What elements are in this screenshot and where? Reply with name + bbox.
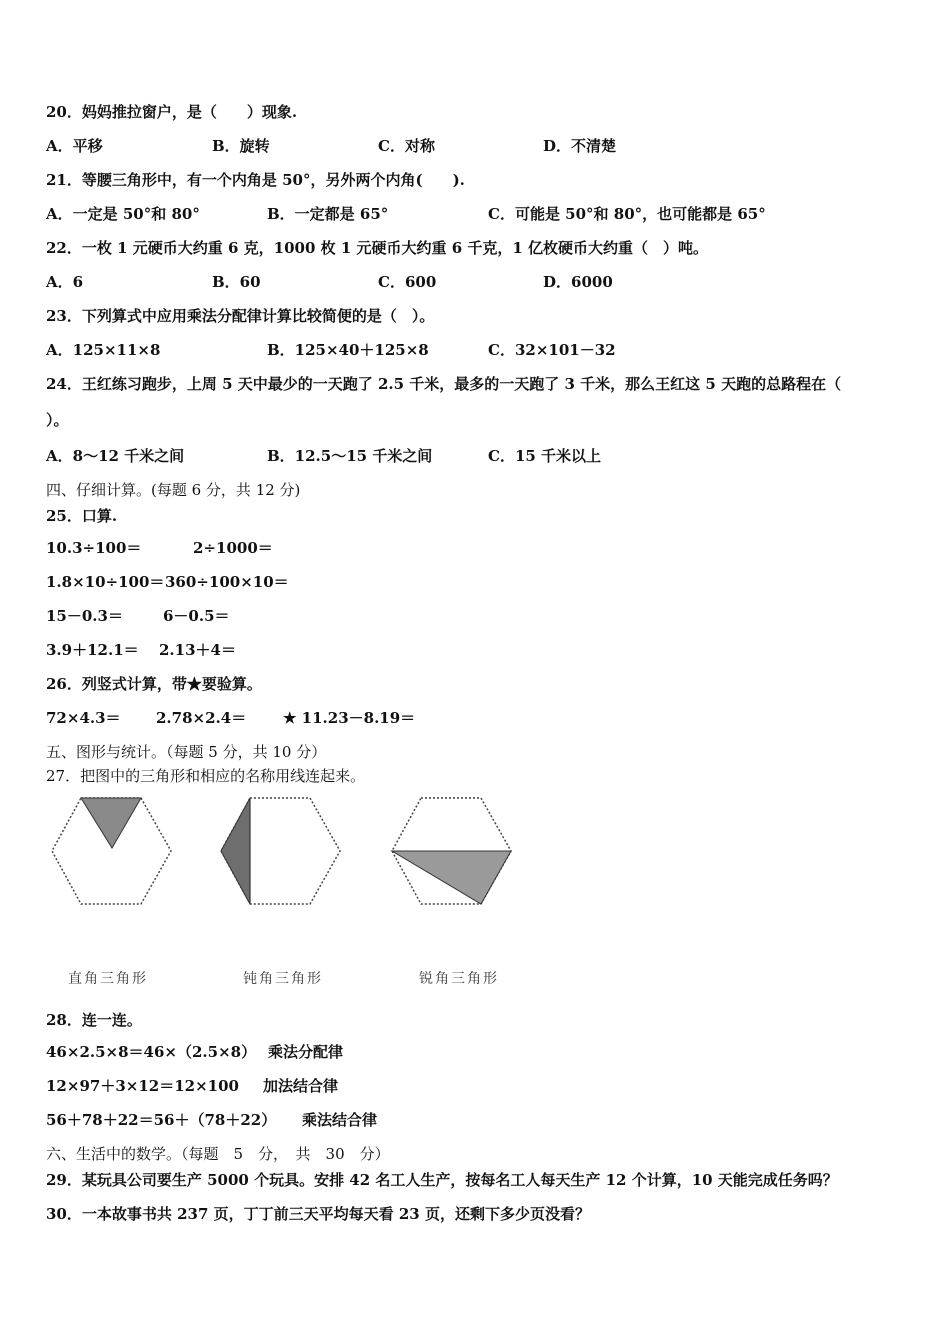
q26-stem: 26．列竖式计算，带★要验算。 [46,675,262,693]
q25-item: 3.9＋12.1＝ [46,641,139,659]
q26-item: 2.78×2.4＝ [156,709,247,727]
q28-law: 乘法结合律 [302,1111,378,1129]
q27-stem: 27．把图中的三角形和相应的名称用线连起来。 [46,767,366,785]
q24-stem: 24．王红练习跑步，上周 5 天中最少的一天跑了 2.5 千米，最多的一天跑了 3 千米，那么王红这 5 天跑的总路程在（ [46,375,842,393]
hexagon-figure-acute-triangle [390,796,515,906]
q22-option-d: D．6000 [543,273,613,291]
q23-option-a: A．125×11×8 [46,341,161,359]
q24-option-c: C．15 千米以上 [488,447,602,465]
q21-stem: 21．等腰三角形中，有一个内角是 50°，另外两个内角( ). [46,171,465,189]
q22-option-a: A．6 [46,273,84,291]
q28-expression: 46×2.5×8＝46×（2.5×8） [46,1043,257,1061]
q22-stem: 22．一枚 1 元硬币大约重 6 克，1000 枚 1 元硬币大约重 6 千克，1 亿枚硬币大约重（ ）吨。 [46,239,709,257]
q23-option-b: B．125×40＋125×8 [267,341,429,359]
hexagon-figure-right-triangle [50,796,175,906]
q24-stem-continued: ）。 [46,411,69,429]
q25-stem: 25．口算. [46,507,118,525]
q26-item-starred: ★ 11.23－8.19＝ [283,709,416,727]
q20-option-a: A．平移 [46,137,103,155]
q25-item: 10.3÷100＝ [46,539,142,557]
q22-option-b: B．60 [212,273,261,291]
q28-expression: 56＋78＋22＝56＋（78＋22） [46,1111,277,1129]
label-acute-triangle: 锐角三角形 [419,971,499,987]
q20-option-d: D．不清楚 [543,137,617,155]
label-right-triangle: 直角三角形 [68,971,148,987]
q20-stem: 20．妈妈推拉窗户，是（ ）现象. [46,103,298,121]
section-4-heading: 四、仔细计算。(每题 6 分，共 12 分) [46,481,301,499]
hexagon-figure-obtuse-triangle [219,796,344,906]
q28-law: 加法结合律 [263,1077,339,1095]
q25-item: 2÷1000＝ [193,539,273,557]
q28-expression: 12×97＋3×12＝12×100 [46,1077,239,1095]
q21-option-c: C．可能是 50°和 80°，也可能都是 65° [488,205,766,223]
q23-stem: 23．下列算式中应用乘法分配律计算比较简便的是（ ）。 [46,307,435,325]
q25-item: 1.8×10÷100＝ [46,573,165,591]
q30-stem: 30．一本故事书共 237 页，丁丁前三天平均每天看 23 页，还剩下多少页没看？ [46,1205,590,1223]
q25-item: 360÷100×10＝ [165,573,289,591]
label-obtuse-triangle: 钝角三角形 [243,971,323,987]
q25-item: 2.13＋4＝ [159,641,236,659]
q21-option-b: B．一定都是 65° [267,205,389,223]
q29-stem: 29．某玩具公司要生产 5000 个玩具。安排 42 名工人生产，按每名工人每天生产 12 个计算，10 天能完成任务吗？ [46,1171,838,1189]
q24-option-a: A．8～12 千米之间 [46,447,185,465]
q25-item: 6－0.5＝ [163,607,230,625]
q23-option-c: C．32×101－32 [488,341,616,359]
q26-item: 72×4.3＝ [46,709,121,727]
q28-law: 乘法分配律 [268,1043,344,1061]
q24-option-b: B．12.5～15 千米之间 [267,447,433,465]
q22-option-c: C．600 [378,273,437,291]
q25-item: 15－0.3＝ [46,607,123,625]
q28-stem: 28．连一连。 [46,1011,142,1029]
section-5-heading: 五、图形与统计。（每题 5 分，共 10 分） [46,743,327,761]
q20-option-c: C．对称 [378,137,435,155]
q21-option-a: A．一定是 50°和 80° [46,205,200,223]
section-6-heading: 六、生活中的数学。（每题 5 分， 共 30 分） [46,1145,390,1163]
q20-option-b: B．旋转 [212,137,270,155]
